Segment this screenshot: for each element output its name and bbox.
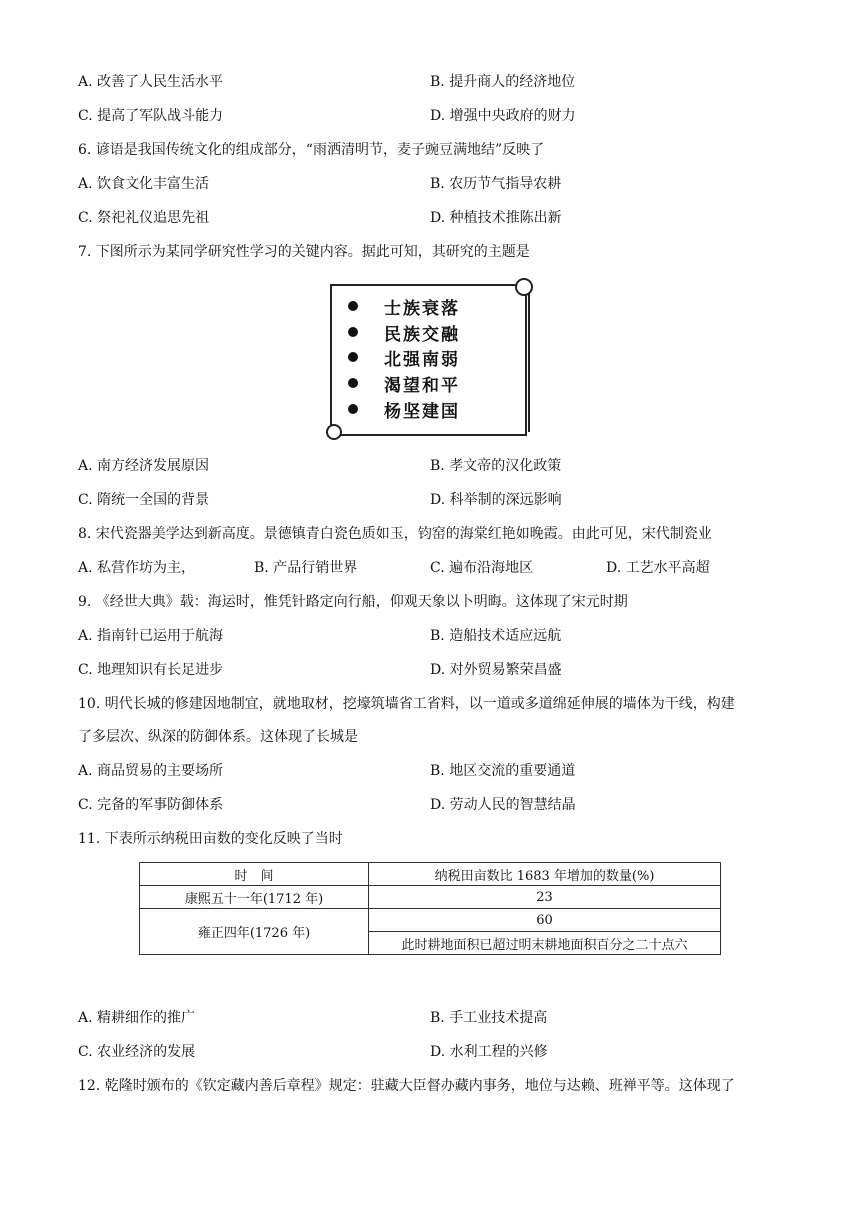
q7-option-d: D. 科举制的深远影响	[430, 492, 562, 508]
q11-option-b: B. 手工业技术提高	[430, 1010, 548, 1026]
bullet-icon	[348, 327, 358, 337]
scroll-item	[348, 371, 460, 395]
scroll-item	[348, 397, 460, 421]
q12-stem: 12. 乾隆时颁布的《钦定藏内善后章程》规定：驻藏大臣督办藏内事务，地位与达赖、班禅平等。这体现了	[78, 1078, 735, 1094]
q10-option-b: B. 地区交流的重要通道	[430, 763, 576, 779]
q11-option-d: D. 水利工程的兴修	[430, 1044, 548, 1060]
scroll-item	[348, 294, 460, 318]
table-row	[140, 909, 721, 932]
scroll-item	[348, 345, 460, 369]
scroll-item-text: 士族衰落	[384, 298, 460, 319]
q7-scroll-figure	[326, 278, 532, 440]
scroll-item-text: 北强南弱	[384, 349, 460, 370]
q6-option-b: B. 农历节气指导农耕	[430, 176, 562, 192]
q6-option-c: C. 祭祀礼仪追思先祖	[78, 210, 210, 226]
q10-stem-line2: 了多层次、纵深的防御体系。这体现了长城是	[78, 729, 358, 745]
table-cell-time: 康熙五十一年(1712 年)	[140, 886, 369, 909]
q6-option-a: A. 饮食文化丰富生活	[78, 176, 210, 192]
table-cell-time: 雍正四年(1726 年)	[140, 909, 369, 955]
bullet-icon	[348, 301, 358, 311]
scroll-item	[348, 320, 460, 344]
q8-stem: 8. 宋代瓷器美学达到新高度。景德镇青白瓷色质如玉，钧窑的海棠红艳如晚霞。由此可见，宋代制瓷业	[78, 526, 712, 542]
q10-option-d: D. 劳动人民的智慧结晶	[430, 797, 576, 813]
bullet-icon	[348, 378, 358, 388]
table-cell-value: 23	[369, 886, 721, 909]
q9-option-b: B. 造船技术适应远航	[430, 628, 562, 644]
q11-stem: 11. 下表所示纳税田亩数的变化反映了当时	[78, 831, 343, 847]
q9-stem: 9. 《经世大典》载：海运时，惟凭针路定向行船，仰观天象以卜明晦。这体现了宋元时期	[78, 594, 628, 610]
q8-option-a: A. 私营作坊为主，	[78, 560, 196, 576]
table-cell-note: 此时耕地面积已超过明末耕地面积百分之二十点六	[369, 932, 721, 955]
q6-stem: 6. 谚语是我国传统文化的组成部分，“雨洒清明节，麦子豌豆满地结”反映了	[78, 142, 545, 158]
q11-option-a: A. 精耕细作的推广	[78, 1010, 196, 1026]
table-header-value: 纳税田亩数比 1683 年增加的数量(%)	[369, 863, 721, 886]
q11-table	[139, 862, 721, 955]
q7-option-c: C. 隋统一全国的背景	[78, 492, 210, 508]
q8-option-b: B. 产品行销世界	[254, 560, 358, 576]
bullet-icon	[348, 404, 358, 414]
q7-stem: 7. 下图所示为某同学研究性学习的关键内容。据此可知，其研究的主题是	[78, 244, 530, 260]
scroll-item-text: 杨坚建国	[384, 401, 460, 422]
q7-option-a: A. 南方经济发展原因	[78, 458, 210, 474]
scroll-item-text: 民族交融	[384, 324, 460, 345]
scroll-edge	[524, 288, 530, 432]
q11-option-c: C. 农业经济的发展	[78, 1044, 196, 1060]
q10-option-a: A. 商品贸易的主要场所	[78, 763, 224, 779]
scroll-item-text: 渴望和平	[384, 375, 460, 396]
q10-stem-line1: 10. 明代长城的修建因地制宜，就地取材，挖壕筑墙省工省料，以一道或多道绵延伸展的墙体为干线，构建	[78, 696, 735, 712]
q6-option-d: D. 种植技术推陈出新	[430, 210, 562, 226]
q7-option-b: B. 孝文帝的汉化政策	[430, 458, 562, 474]
table-header-row	[140, 863, 721, 886]
q9-option-a: A. 指南针已运用于航海	[78, 628, 224, 644]
scroll-roll-top	[515, 278, 533, 296]
q5-option-d: D. 增强中央政府的财力	[430, 108, 576, 124]
q10-option-c: C. 完备的军事防御体系	[78, 797, 224, 813]
bullet-icon	[348, 352, 358, 362]
q5-option-b: B. 提升商人的经济地位	[430, 74, 576, 90]
q9-option-c: C. 地理知识有长足进步	[78, 662, 224, 678]
q9-option-d: D. 对外贸易繁荣昌盛	[430, 662, 562, 678]
q8-option-c: C. 遍布沿海地区	[430, 560, 534, 576]
scroll-roll-bottom	[326, 424, 342, 440]
table-header-time: 时 间	[140, 863, 369, 886]
q5-option-c: C. 提高了军队战斗能力	[78, 108, 224, 124]
q8-option-d: D. 工艺水平高超	[606, 560, 710, 576]
q5-option-a: A. 改善了人民生活水平	[78, 74, 224, 90]
table-row	[140, 886, 721, 909]
table-cell-value: 60	[369, 909, 721, 932]
